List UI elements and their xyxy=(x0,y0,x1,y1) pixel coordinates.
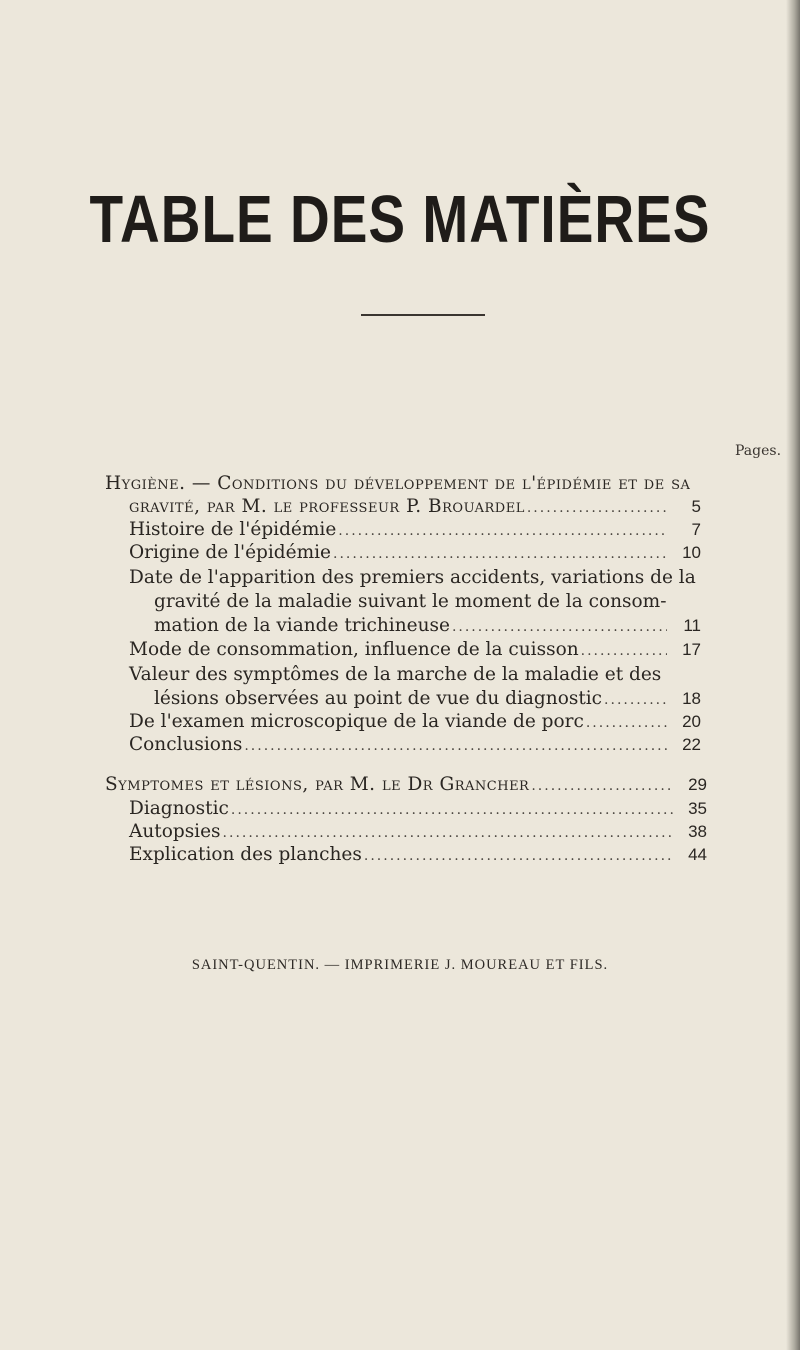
leader-dots xyxy=(531,774,673,798)
leader-dots xyxy=(604,688,667,712)
toc-entry-text: Conclusions xyxy=(129,734,243,755)
toc-entry xyxy=(129,733,701,758)
leader-dots xyxy=(231,798,673,822)
leader-dots xyxy=(581,639,667,663)
toc-entry-text: Mode de consommation, influence de la cuisson xyxy=(129,639,579,660)
page-title: TABLE DES MATIÈRES xyxy=(89,181,711,257)
toc-page-number: 20 xyxy=(682,712,701,731)
toc-entry-text: lésions observées au point de vue du diagnostic xyxy=(154,688,603,709)
toc-section-heading-text: Hygiène. — Conditions du développement de l'épidémie et de sa xyxy=(105,473,691,494)
toc-entry xyxy=(154,687,701,712)
toc-page-number: 11 xyxy=(683,616,701,635)
toc-page-number: 18 xyxy=(682,689,701,708)
leader-dots xyxy=(586,711,667,735)
toc-entry xyxy=(129,710,701,735)
leader-dots xyxy=(338,519,667,543)
toc-entry xyxy=(129,518,701,543)
toc-entry xyxy=(154,614,701,639)
toc-entry-text: De l'examen microscopique de la viande de porc xyxy=(129,711,584,732)
toc-entry-text: Autopsies xyxy=(129,821,221,842)
toc-entry xyxy=(129,843,707,868)
toc-entry xyxy=(129,495,701,520)
leader-dots xyxy=(364,844,673,868)
title-divider xyxy=(361,314,485,316)
toc-page-number: 38 xyxy=(688,822,707,841)
pages-column-label: Pages. xyxy=(735,443,782,459)
toc-section-heading xyxy=(105,773,707,798)
toc-entry-line xyxy=(129,566,701,590)
printer-imprint: SAINT-QUENTIN. — IMPRIMERIE J. MOUREAU ET FILS. xyxy=(191,957,609,973)
toc-page-number: 35 xyxy=(688,799,707,818)
toc-page-number: 17 xyxy=(682,640,701,659)
toc-entry-text: mation de la viande trichineuse xyxy=(154,615,450,636)
toc-entry-text: gravité de la maladie suivant le moment de la consom- xyxy=(154,591,667,612)
leader-dots xyxy=(244,734,667,758)
leader-dots xyxy=(333,542,667,566)
toc-section-heading-text: Symptomes et lésions, par M. le Dr Grancher xyxy=(105,774,530,795)
toc-entry xyxy=(129,797,707,822)
toc-entry-text: gravité, par M. le professeur P. Brouardel xyxy=(129,496,525,517)
toc-page-number: 44 xyxy=(688,845,707,864)
toc-page-number: 7 xyxy=(691,520,701,539)
toc-entry xyxy=(129,541,701,566)
leader-dots xyxy=(452,615,667,639)
toc-page-number: 10 xyxy=(682,543,701,562)
toc-entry-text: Date de l'apparition des premiers accidents, variations de la xyxy=(129,567,696,588)
toc-entry-text: Valeur des symptômes de la marche de la maladie et des xyxy=(129,664,662,685)
toc-entry-text: Explication des planches xyxy=(129,844,362,865)
toc-entry-text: Histoire de l'épidémie xyxy=(129,519,337,540)
toc-entry-line xyxy=(154,590,701,614)
toc-entry-line xyxy=(129,663,701,687)
toc-entry xyxy=(129,638,701,663)
toc-page-number: 29 xyxy=(688,775,707,794)
leader-dots xyxy=(223,821,673,845)
toc-entry xyxy=(129,820,707,845)
toc-entry-text: Diagnostic xyxy=(129,798,229,819)
toc-section-heading xyxy=(105,472,705,496)
toc-page-number: 22 xyxy=(682,735,701,754)
leader-dots xyxy=(527,496,667,520)
toc-entry-text: Origine de l'épidémie xyxy=(129,542,332,563)
toc-page-number: 5 xyxy=(691,497,701,516)
